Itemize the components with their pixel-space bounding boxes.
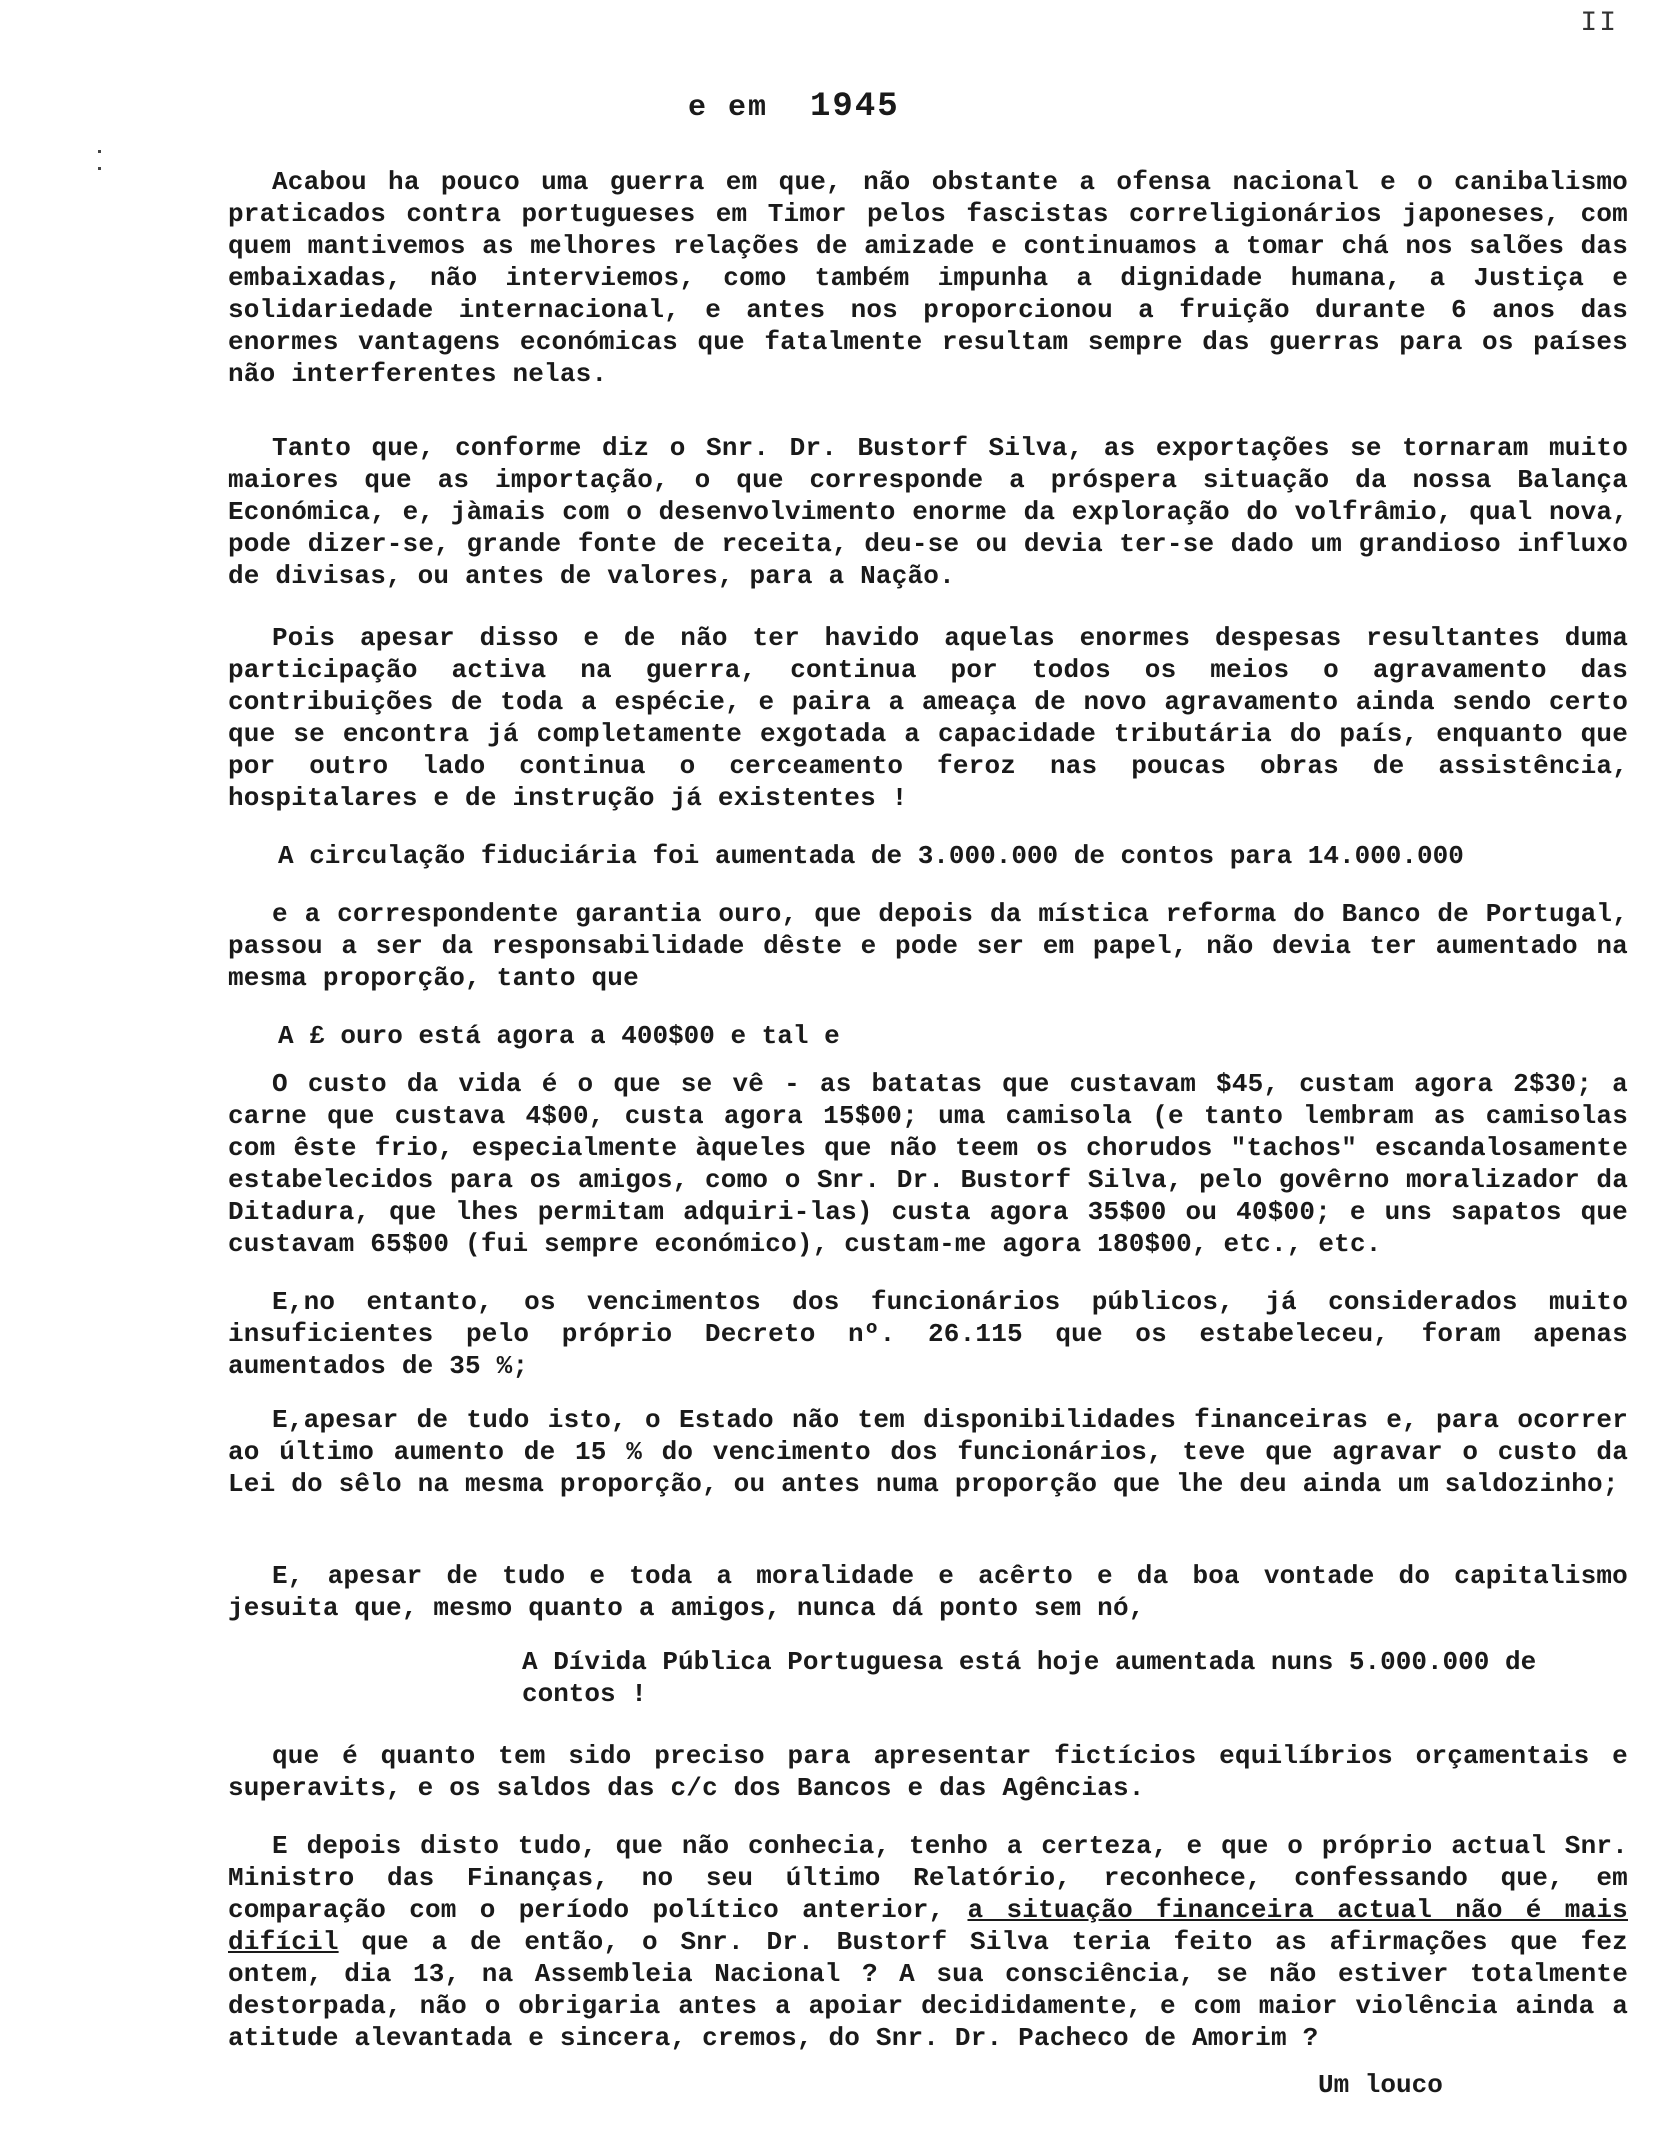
paragraph-12-text: que é quanto tem sido preciso para apresentar fictícios equilíbrios orçamentais e superavits, e os saldos das c/c dos Bancos e das Agências. (228, 1741, 1628, 1803)
paragraph-8-text: E,no entanto, os vencimentos dos funcionários públicos, já considerados muito insuficientes pelo próprio Decreto nº. 26.115 que os estabeleceu, foram apenas aumentados de 35 %; (228, 1287, 1628, 1381)
paragraph-3 (228, 622, 1628, 814)
paragraph-10 (228, 1560, 1628, 1624)
paragraph-3-text: Pois apesar disso e de não ter havido aquelas enormes despesas resultantes duma participação activa na guerra, continua por todos os meios o agravamento das contribuições de toda a espécie, e paira a ameaça de novo agravamento ainda sendo certo que se encontra já completamente exgotada a capacidade tributária do país, enquanto que por outro lado continua o cerceamento feroz nas poucas obras de assistência, hospitalares e de instrução já existentes ! (228, 623, 1628, 813)
paragraph-8 (228, 1286, 1628, 1382)
paragraph-1 (228, 166, 1628, 390)
paragraph-9 (228, 1404, 1628, 1500)
page-heading (688, 88, 900, 126)
paragraph-13-part-b: que a de então, o Snr. Dr. Bustorf Silva teria feito as afirmações que fez ontem, dia 13, na Assembleia Nacional ? A sua consciência, se não estiver totalmente destorpada, não o obrigaria antes a apoiar decididamente, e com maior violência ainda a atitude alevantada e sincera, cremos, do Snr. Dr. Pacheco de Amorim ? (228, 1927, 1628, 2053)
paragraph-4: A circulação fiduciária foi aumentada de 3.000.000 de contos para 14.000.000 (278, 841, 1464, 871)
paragraph-1-text: Acabou ha pouco uma guerra em que, não obstante a ofensa nacional e o canibalismo praticados contra portugueses em Timor pelos fascistas correligionários japoneses, com quem mantivemos as melhores relações de amizade e continuamos a tomar chá nos salões das embaixadas, não interviemos, como também impunha a dignidade humana, a Justiça e solidariedade internacional, e antes nos proporcionou a fruição durante 6 anos das enormes vantagens económicas que fatalmente resultam sempre das guerras para os países não interferentes nelas. (228, 167, 1628, 389)
paragraph-10-text: E, apesar de tudo e toda a moralidade e acêrto e da boa vontade do capitalismo jesuita que, mesmo quanto a amigos, nunca dá ponto sem nó, (228, 1561, 1628, 1623)
paragraph-13-part-a: E depois disto tudo, que não conhecia, tenho a certeza, e que o próprio actual Snr. Ministro das Finanças, no seu último Relatório, reconhece, confessando que, em comparação com o período político anterior, (228, 1831, 1628, 1925)
margin-marks (98, 150, 108, 200)
paragraph-11: A Dívida Pública Portuguesa está hoje aumentada nuns 5.000.000 de contos ! (522, 1647, 1537, 1709)
signature: Um louco (1318, 2070, 1443, 2100)
paragraph-2-text: Tanto que, conforme diz o Snr. Dr. Bustorf Silva, as exportações se tornaram muito maiores que as importação, o que corresponde a próspera situação da nossa Balança Económica, e, jàmais com o desenvolvimento enorme da exploração do volfrâmio, qual nova, pode dizer-se, grande fonte de receita, deu-se ou devia ter-se dado um grandioso influxo de divisas, ou antes de valores, para a Nação. (228, 433, 1628, 591)
paragraph-6: A £ ouro está agora a 400$00 e tal e (278, 1021, 840, 1051)
heading-year: 1945 (810, 88, 900, 126)
page-number: II (1580, 8, 1618, 39)
paragraph-9-text: E,apesar de tudo isto, o Estado não tem disponibilidades financeiras e, para ocorrer ao último aumento de 15 % do vencimento dos funcionários, teve que agravar o custo da Lei do sêlo na mesma proporção, ou antes numa proporção que lhe deu ainda um saldozinho; (228, 1405, 1628, 1499)
paragraph-5-text: e a correspondente garantia ouro, que depois da mística reforma do Banco de Portugal, passou a ser da responsabilidade dêste e pode ser em papel, não devia ter aumentado na mesma proporção, tanto que (228, 899, 1628, 993)
paragraph-13-underlined: a situação financeira actual não é mais difícil (228, 1895, 1628, 1957)
paragraph-13 (228, 1830, 1628, 2054)
paragraph-2 (228, 432, 1628, 592)
paragraph-7-text: O custo da vida é o que se vê - as batatas que custavam $45, custam agora 2$30; a carne que custava 4$00, custa agora 15$00; uma camisola (e tanto lembram as camisolas com êste frio, especialmente àqueles que não teem os chorudos "tachos" escandalosamente estabelecidos para os amigos, como o Snr. Dr. Bustorf Silva, pelo govêrno moralizador da Ditadura, que lhes permitam adquiri-las) custa agora 35$00 ou 40$00; e uns sapatos que custavam 65$00 (fui sempre económico), custam-me agora 180$00, etc., etc. (228, 1069, 1628, 1259)
paragraph-7 (228, 1068, 1628, 1260)
paragraph-5 (228, 898, 1628, 994)
paragraph-12 (228, 1740, 1628, 1804)
paragraph-13-text (228, 1830, 1628, 2054)
heading-prefix: e em (688, 91, 769, 125)
